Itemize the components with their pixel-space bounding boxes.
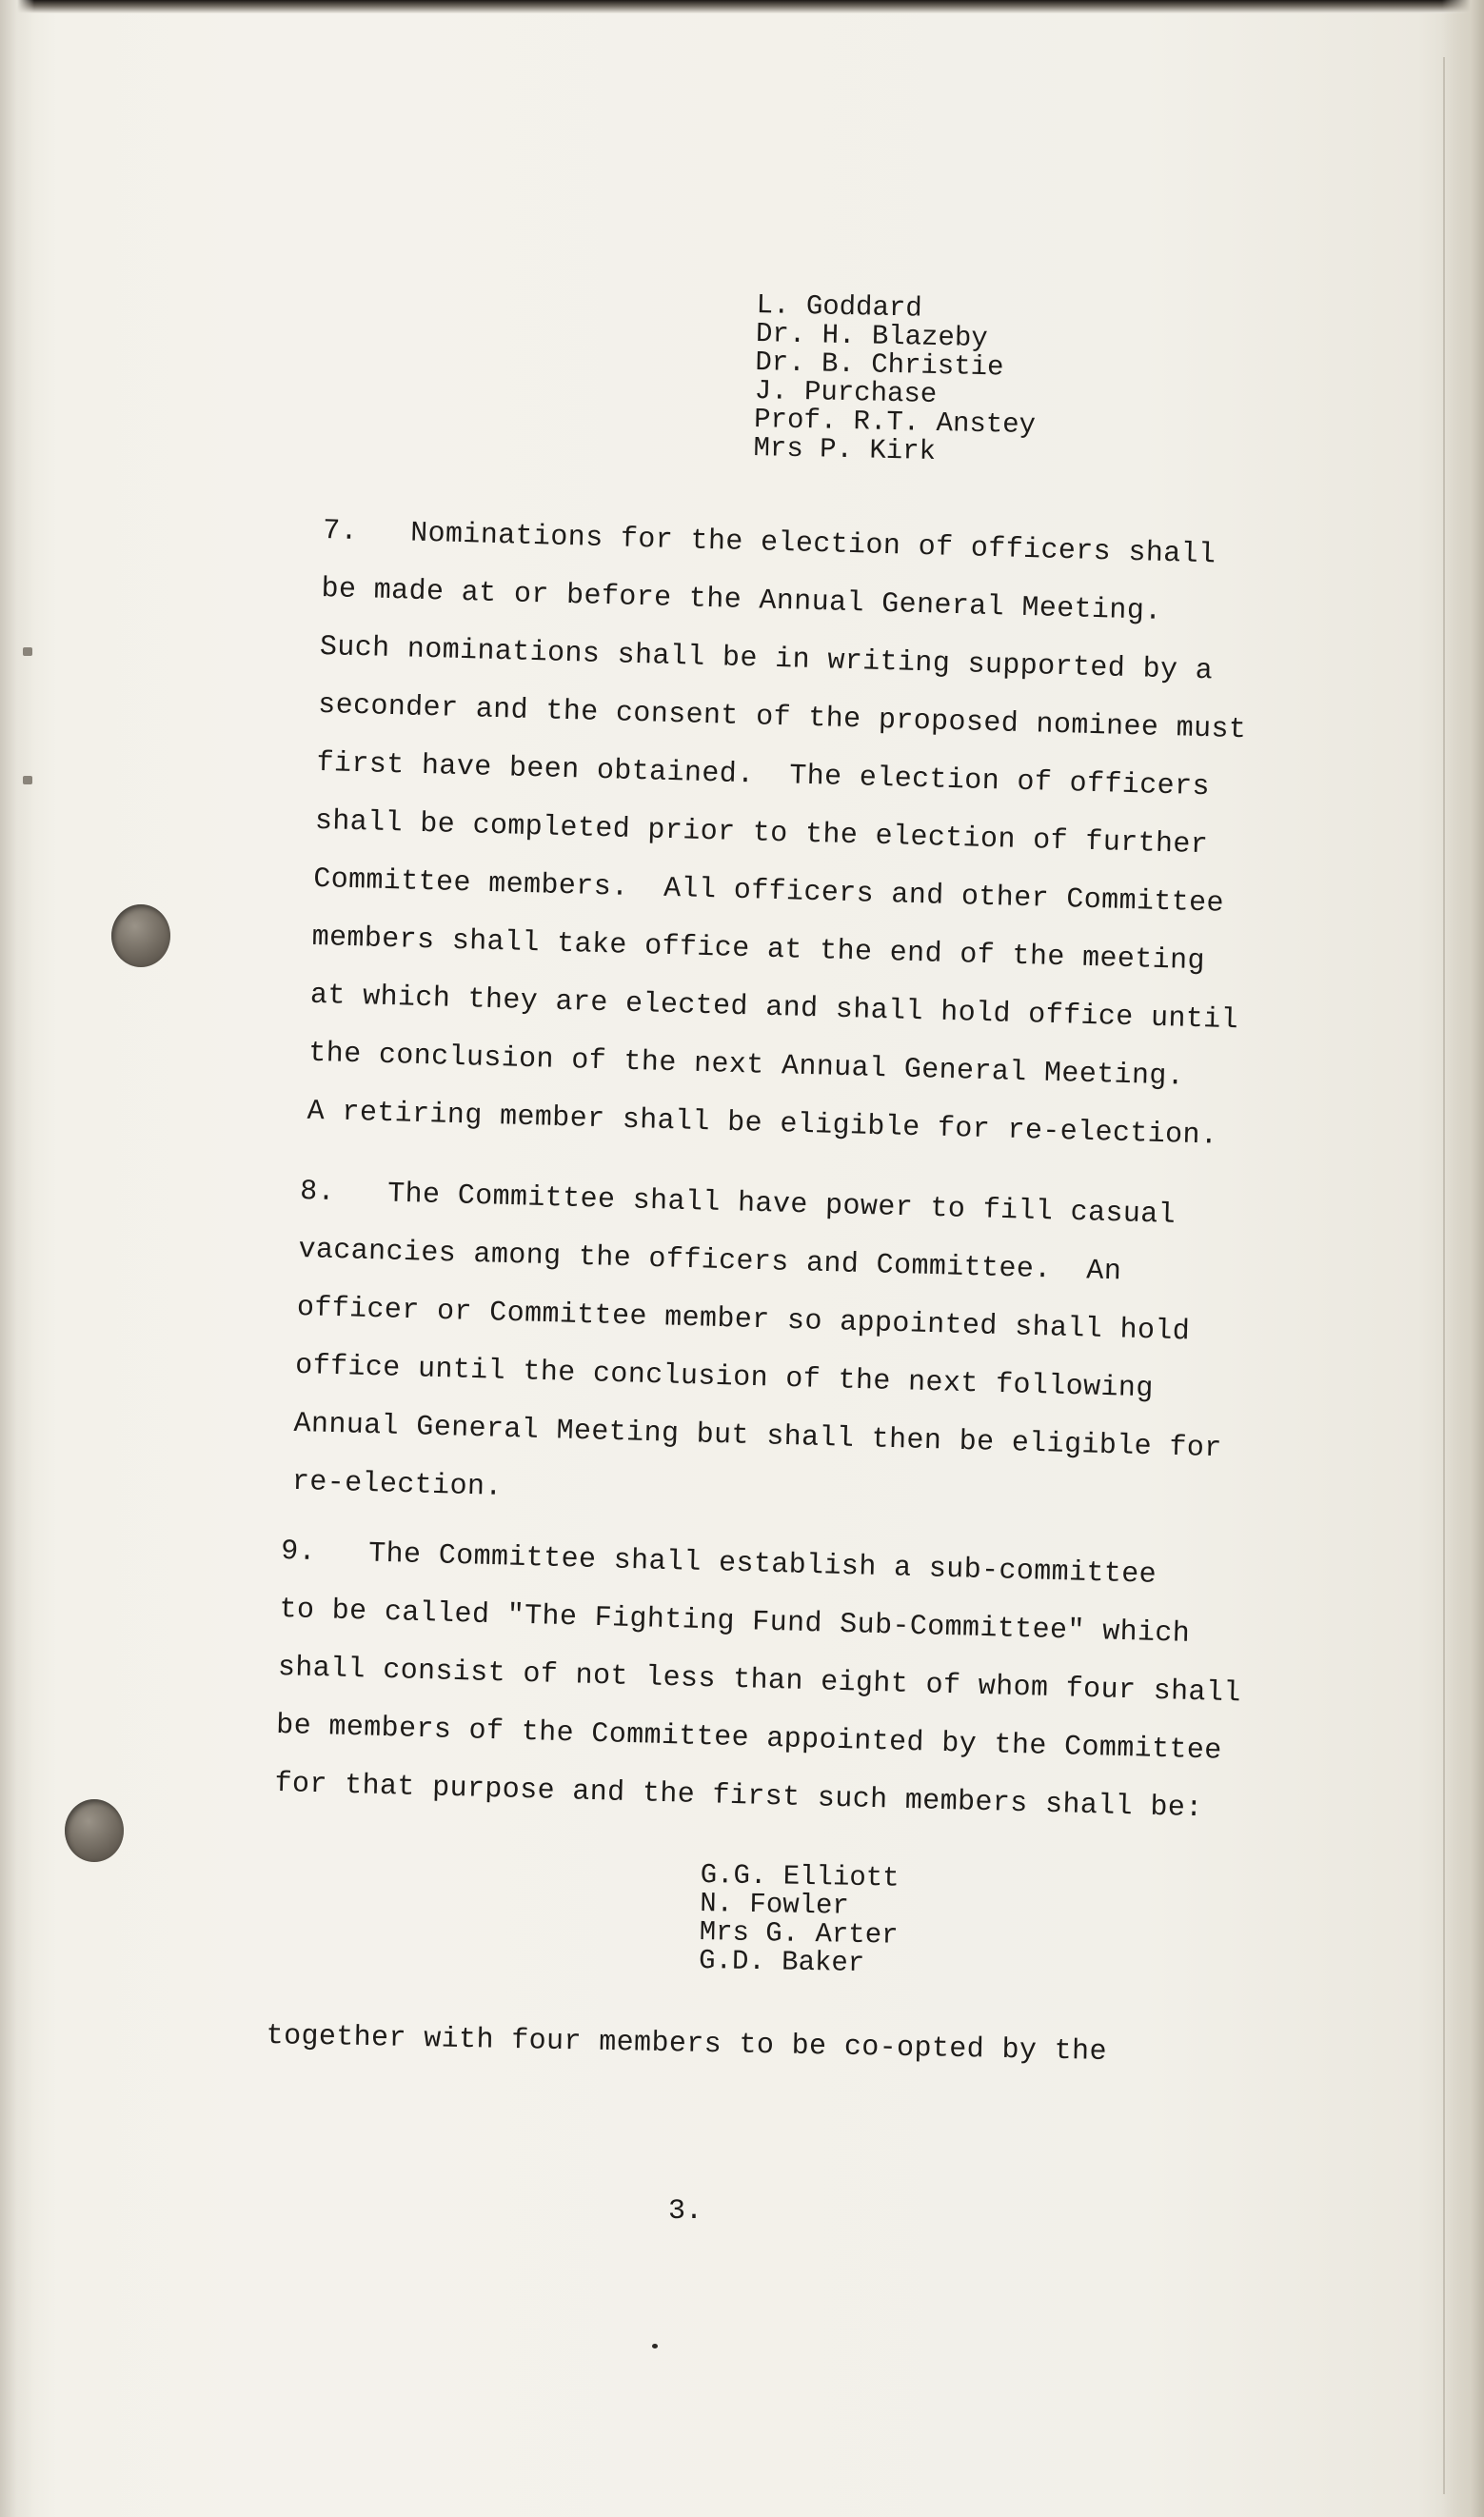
clause-8 [291, 1163, 1229, 1536]
page-number: 3. [668, 2195, 703, 2228]
text-line: seconder and the consent of the proposed nominee must [317, 688, 1247, 747]
name-line: Dr. H. Blazeby [755, 317, 989, 355]
name-line: Dr. B. Christie [755, 346, 1004, 384]
name-line: J. Purchase [754, 374, 938, 410]
clause-7 [307, 503, 1252, 1166]
text-line: Committee members. All officers and other Committee [312, 862, 1225, 921]
page-top-edge [0, 0, 1484, 13]
text-line: shall be completed prior to the election of further [314, 804, 1209, 862]
name-line: L. Goddard [756, 289, 923, 325]
name-line: G.G. Elliott [700, 1859, 900, 1894]
officers-names-list [753, 291, 1039, 468]
text-line: re-election. [291, 1465, 504, 1504]
staple-mark-upper [23, 647, 32, 656]
text-line: 7. Nominations for the election of officers shall [322, 514, 1217, 572]
name-line: G.D. Baker [698, 1944, 865, 1980]
clause-9 [274, 1523, 1245, 1839]
text-line: Annual General Meeting but shall then be eligible for [293, 1407, 1223, 1466]
text-line: Such nominations shall be in writing supported by a [319, 630, 1214, 688]
sub-committee-names-list [699, 1861, 900, 1979]
text-line: be made at or before the Annual General Meeting. [321, 572, 1163, 628]
text-line: office until the conclusion of the next following [294, 1349, 1155, 1406]
punch-hole-upper [111, 904, 170, 967]
text-line: A retiring member shall be eligible for re-election. [307, 1095, 1218, 1153]
text-line: members shall take office at the end of the meeting [311, 921, 1206, 979]
text-line: be members of the Committee appointed by the Committee [275, 1709, 1223, 1768]
name-line: Mrs G. Arter [699, 1915, 899, 1952]
text-line: 8. The Committee shall have power to fill casual [299, 1175, 1177, 1232]
page-fold-line [1443, 57, 1445, 2494]
name-line: Prof. R.T. Anstey [753, 403, 1037, 442]
ink-speck [652, 2344, 658, 2349]
name-line: Mrs P. Kirk [753, 431, 937, 467]
text-line: officer or Committee member so appointed shall hold [296, 1291, 1191, 1349]
text-line: at which they are elected and shall hold office until [309, 979, 1239, 1038]
punch-hole-lower [65, 1799, 124, 1862]
page-left-edge [0, 0, 34, 2517]
text-line: first have been obtained. The election of officers [316, 746, 1211, 804]
staple-mark-lower [23, 776, 32, 784]
text-line: to be called "The Fighting Fund Sub-Committee" which [279, 1593, 1191, 1651]
text-line: the conclusion of the next Annual General Meeting. [307, 1037, 1185, 1094]
continuation-line: together with four members to be co-opted by the [266, 2020, 1108, 2069]
page-right-edge [1442, 0, 1484, 2517]
text-line: for that purpose and the first such members shall be: [274, 1767, 1204, 1826]
name-line: N. Fowler [699, 1887, 850, 1922]
text-line: 9. The Committee shall establish a sub-committee [280, 1535, 1158, 1592]
text-line: vacancies among the officers and Committee. An [298, 1233, 1122, 1289]
text-line: shall consist of not less than eight of whom four shall [277, 1651, 1242, 1711]
